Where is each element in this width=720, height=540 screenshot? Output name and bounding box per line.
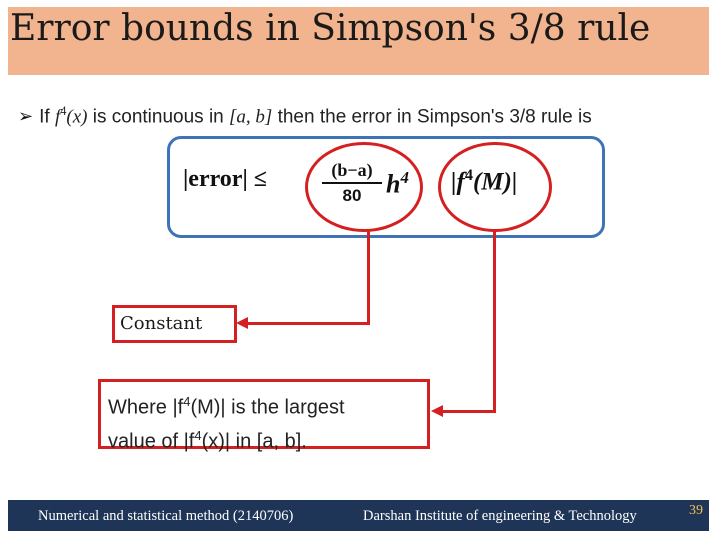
slide-title: Error bounds in Simpson's 3/8 rule — [10, 8, 651, 49]
connector-max-horizontal — [442, 410, 496, 413]
where-note — [108, 388, 428, 455]
bullet-part3: then the error in Simpson's 3/8 rule is — [272, 106, 592, 128]
bullet-x: (x) — [66, 106, 88, 128]
where-line-1 — [108, 388, 428, 422]
formula-lhs — [183, 166, 267, 193]
bullet-part2: is continuous in — [87, 106, 230, 128]
fraction-numerator: (b−a) — [322, 160, 382, 184]
footer-course: Numerical and statistical method (2140706) — [38, 508, 294, 524]
where-line-1-exp: 4 — [183, 394, 191, 409]
footer-institute: Darshan Institute of engineering & Technology — [363, 508, 637, 524]
arrow-left-icon — [236, 317, 248, 329]
arrow-bullet-icon: ➢ — [18, 106, 34, 127]
bullet-interval: [a, b] — [229, 106, 273, 128]
bullet-f: f — [54, 106, 61, 128]
where-line-2 — [108, 422, 428, 456]
constant-highlight-circle — [305, 142, 423, 232]
where-line-1-a: Where |f — [108, 396, 184, 419]
page-number: 39 — [689, 503, 703, 518]
connector-constant-horizontal — [246, 322, 370, 325]
h-exponent: 4 — [400, 168, 409, 187]
arrow-left-icon — [431, 405, 443, 417]
h-symbol: h — [386, 169, 401, 199]
fm-right: (M)| — [472, 168, 518, 196]
constant-label: Constant — [120, 313, 203, 334]
where-line-2-exp: 4 — [194, 427, 202, 443]
bullet-part1: If — [39, 106, 55, 128]
connector-max-vertical — [493, 230, 496, 413]
where-line-2-a: value of |f — [108, 430, 195, 453]
where-line-2-b: (x)| in [a, b]. — [201, 430, 307, 453]
derivative-highlight-circle — [438, 142, 552, 232]
where-line-1-b: (M)| is the largest — [190, 396, 345, 419]
fraction-denominator: 80 — [342, 186, 362, 205]
connector-constant-vertical — [367, 230, 370, 325]
error-term: |error| ≤ — [183, 166, 267, 192]
bullet-text — [18, 96, 708, 132]
fm-exponent: 4 — [464, 166, 473, 184]
fm-left: |f — [451, 168, 465, 196]
bullet-exp: 4 — [60, 104, 67, 118]
